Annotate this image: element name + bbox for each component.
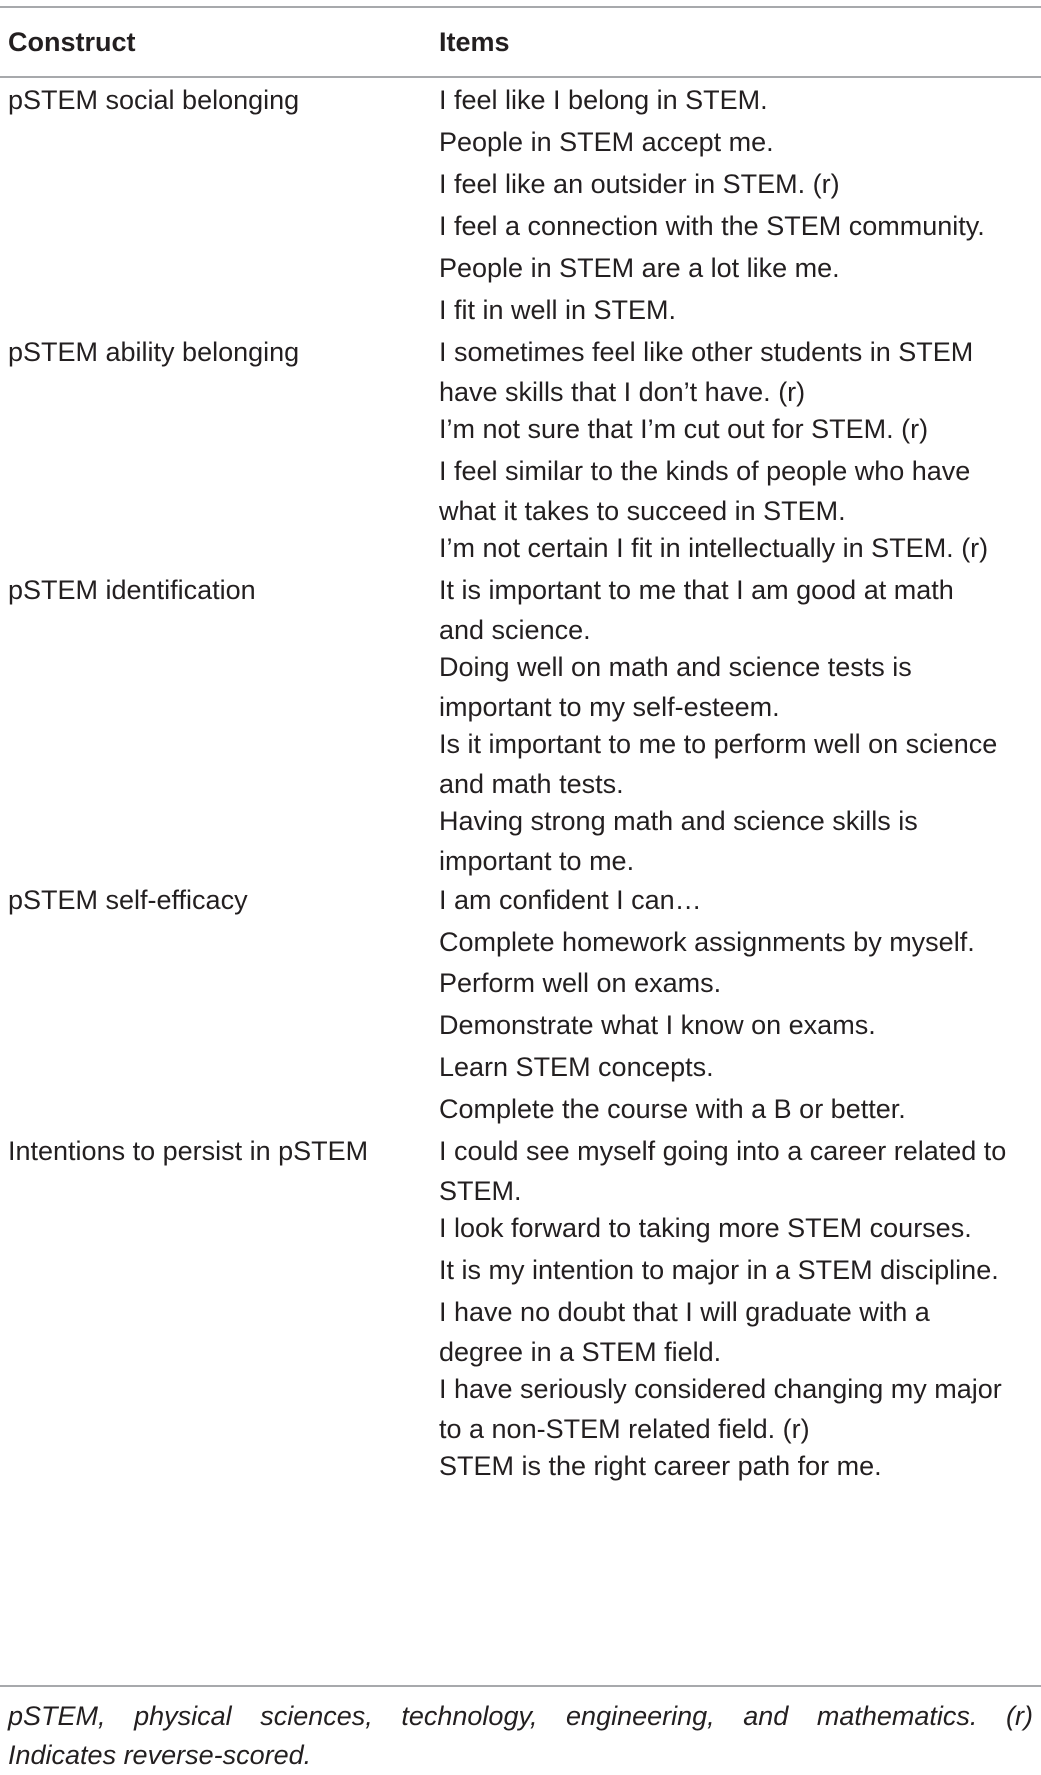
item	[439, 80, 1039, 120]
item-line: I look forward to taking more STEM courses.	[439, 1213, 972, 1243]
item	[439, 528, 1039, 568]
item-line: I have no doubt that I will graduate with a	[439, 1297, 930, 1327]
item	[439, 1089, 1039, 1129]
item-line: STEM is the right career path for me.	[439, 1451, 882, 1481]
top-rule	[0, 6, 1041, 8]
item-line: Learn STEM concepts.	[439, 1052, 714, 1082]
item-line: Having strong math and science skills is	[439, 806, 918, 836]
footnote-line-1: pSTEM, physical sciences, technology, engineering, and mathematics. (r)	[8, 1701, 1033, 1731]
item	[439, 451, 1039, 531]
item-line: have skills that I don’t have. (r)	[439, 377, 806, 407]
item	[439, 290, 1039, 330]
item-line: Is it important to me to perform well on science	[439, 729, 998, 759]
item-line: important to my self-esteem.	[439, 692, 780, 722]
item-line: what it takes to succeed in STEM.	[439, 496, 846, 526]
item-line: I feel like I belong in STEM.	[439, 85, 768, 115]
construct-intentions-to-persist: Intentions to persist in pSTEM	[8, 1136, 369, 1166]
construct-ability-belonging: pSTEM ability belonging	[8, 337, 300, 367]
item-line: I have seriously considered changing my major	[439, 1374, 1002, 1404]
item-line: I’m not sure that I’m cut out for STEM. (r)	[439, 414, 929, 444]
item	[439, 1208, 1039, 1248]
item	[439, 922, 1039, 962]
item-line: I feel a connection with the STEM community.	[439, 211, 985, 241]
header-items: Items	[439, 27, 510, 57]
construct-identification: pSTEM identification	[8, 575, 256, 605]
item	[439, 880, 1039, 920]
item-line: and science.	[439, 615, 591, 645]
item	[439, 164, 1039, 204]
item	[439, 647, 1039, 727]
item	[439, 1250, 1039, 1290]
item-line: STEM.	[439, 1176, 522, 1206]
item-line: important to me.	[439, 846, 635, 876]
item	[439, 724, 1039, 804]
item-line: Complete homework assignments by myself.	[439, 927, 975, 957]
item	[439, 963, 1039, 1003]
header-rule	[0, 76, 1041, 78]
item-line: Demonstrate what I know on exams.	[439, 1010, 876, 1040]
item-line: Complete the course with a B or better.	[439, 1094, 906, 1124]
item	[439, 248, 1039, 288]
item-line: I could see myself going into a career related to	[439, 1136, 1007, 1166]
item	[439, 1131, 1039, 1211]
item-line: I fit in well in STEM.	[439, 295, 677, 325]
item-line: I sometimes feel like other students in STEM	[439, 337, 974, 367]
item	[439, 1446, 1039, 1486]
item-line: I’m not certain I fit in intellectually in STEM. (r)	[439, 533, 989, 563]
item-line: It is my intention to major in a STEM discipline.	[439, 1255, 999, 1285]
item	[439, 409, 1039, 449]
item-line: I feel similar to the kinds of people who have	[439, 456, 971, 486]
construct-social-belonging: pSTEM social belonging	[8, 85, 300, 115]
construct-self-efficacy: pSTEM self-efficacy	[8, 885, 248, 915]
item	[439, 1369, 1039, 1449]
header-construct: Construct	[8, 27, 136, 57]
item	[439, 1005, 1039, 1045]
item	[439, 332, 1039, 412]
item-line: Perform well on exams.	[439, 968, 722, 998]
item-line: I am confident I can…	[439, 885, 702, 915]
item	[439, 570, 1039, 650]
item-line: I feel like an outsider in STEM. (r)	[439, 169, 840, 199]
bottom-rule	[0, 1685, 1041, 1687]
footnote-line-2: Indicates reverse-scored.	[8, 1740, 312, 1770]
item-line: People in STEM are a lot like me.	[439, 253, 840, 283]
item	[439, 1292, 1039, 1372]
item-line: It is important to me that I am good at math	[439, 575, 954, 605]
item-line: Doing well on math and science tests is	[439, 652, 912, 682]
item	[439, 801, 1039, 881]
table-footnote	[8, 1697, 1033, 1775]
item	[439, 122, 1039, 162]
item	[439, 206, 1039, 246]
item-line: and math tests.	[439, 769, 624, 799]
item-line: People in STEM accept me.	[439, 127, 774, 157]
item-line: degree in a STEM field.	[439, 1337, 722, 1367]
item-line: to a non-STEM related field. (r)	[439, 1414, 810, 1444]
item	[439, 1047, 1039, 1087]
